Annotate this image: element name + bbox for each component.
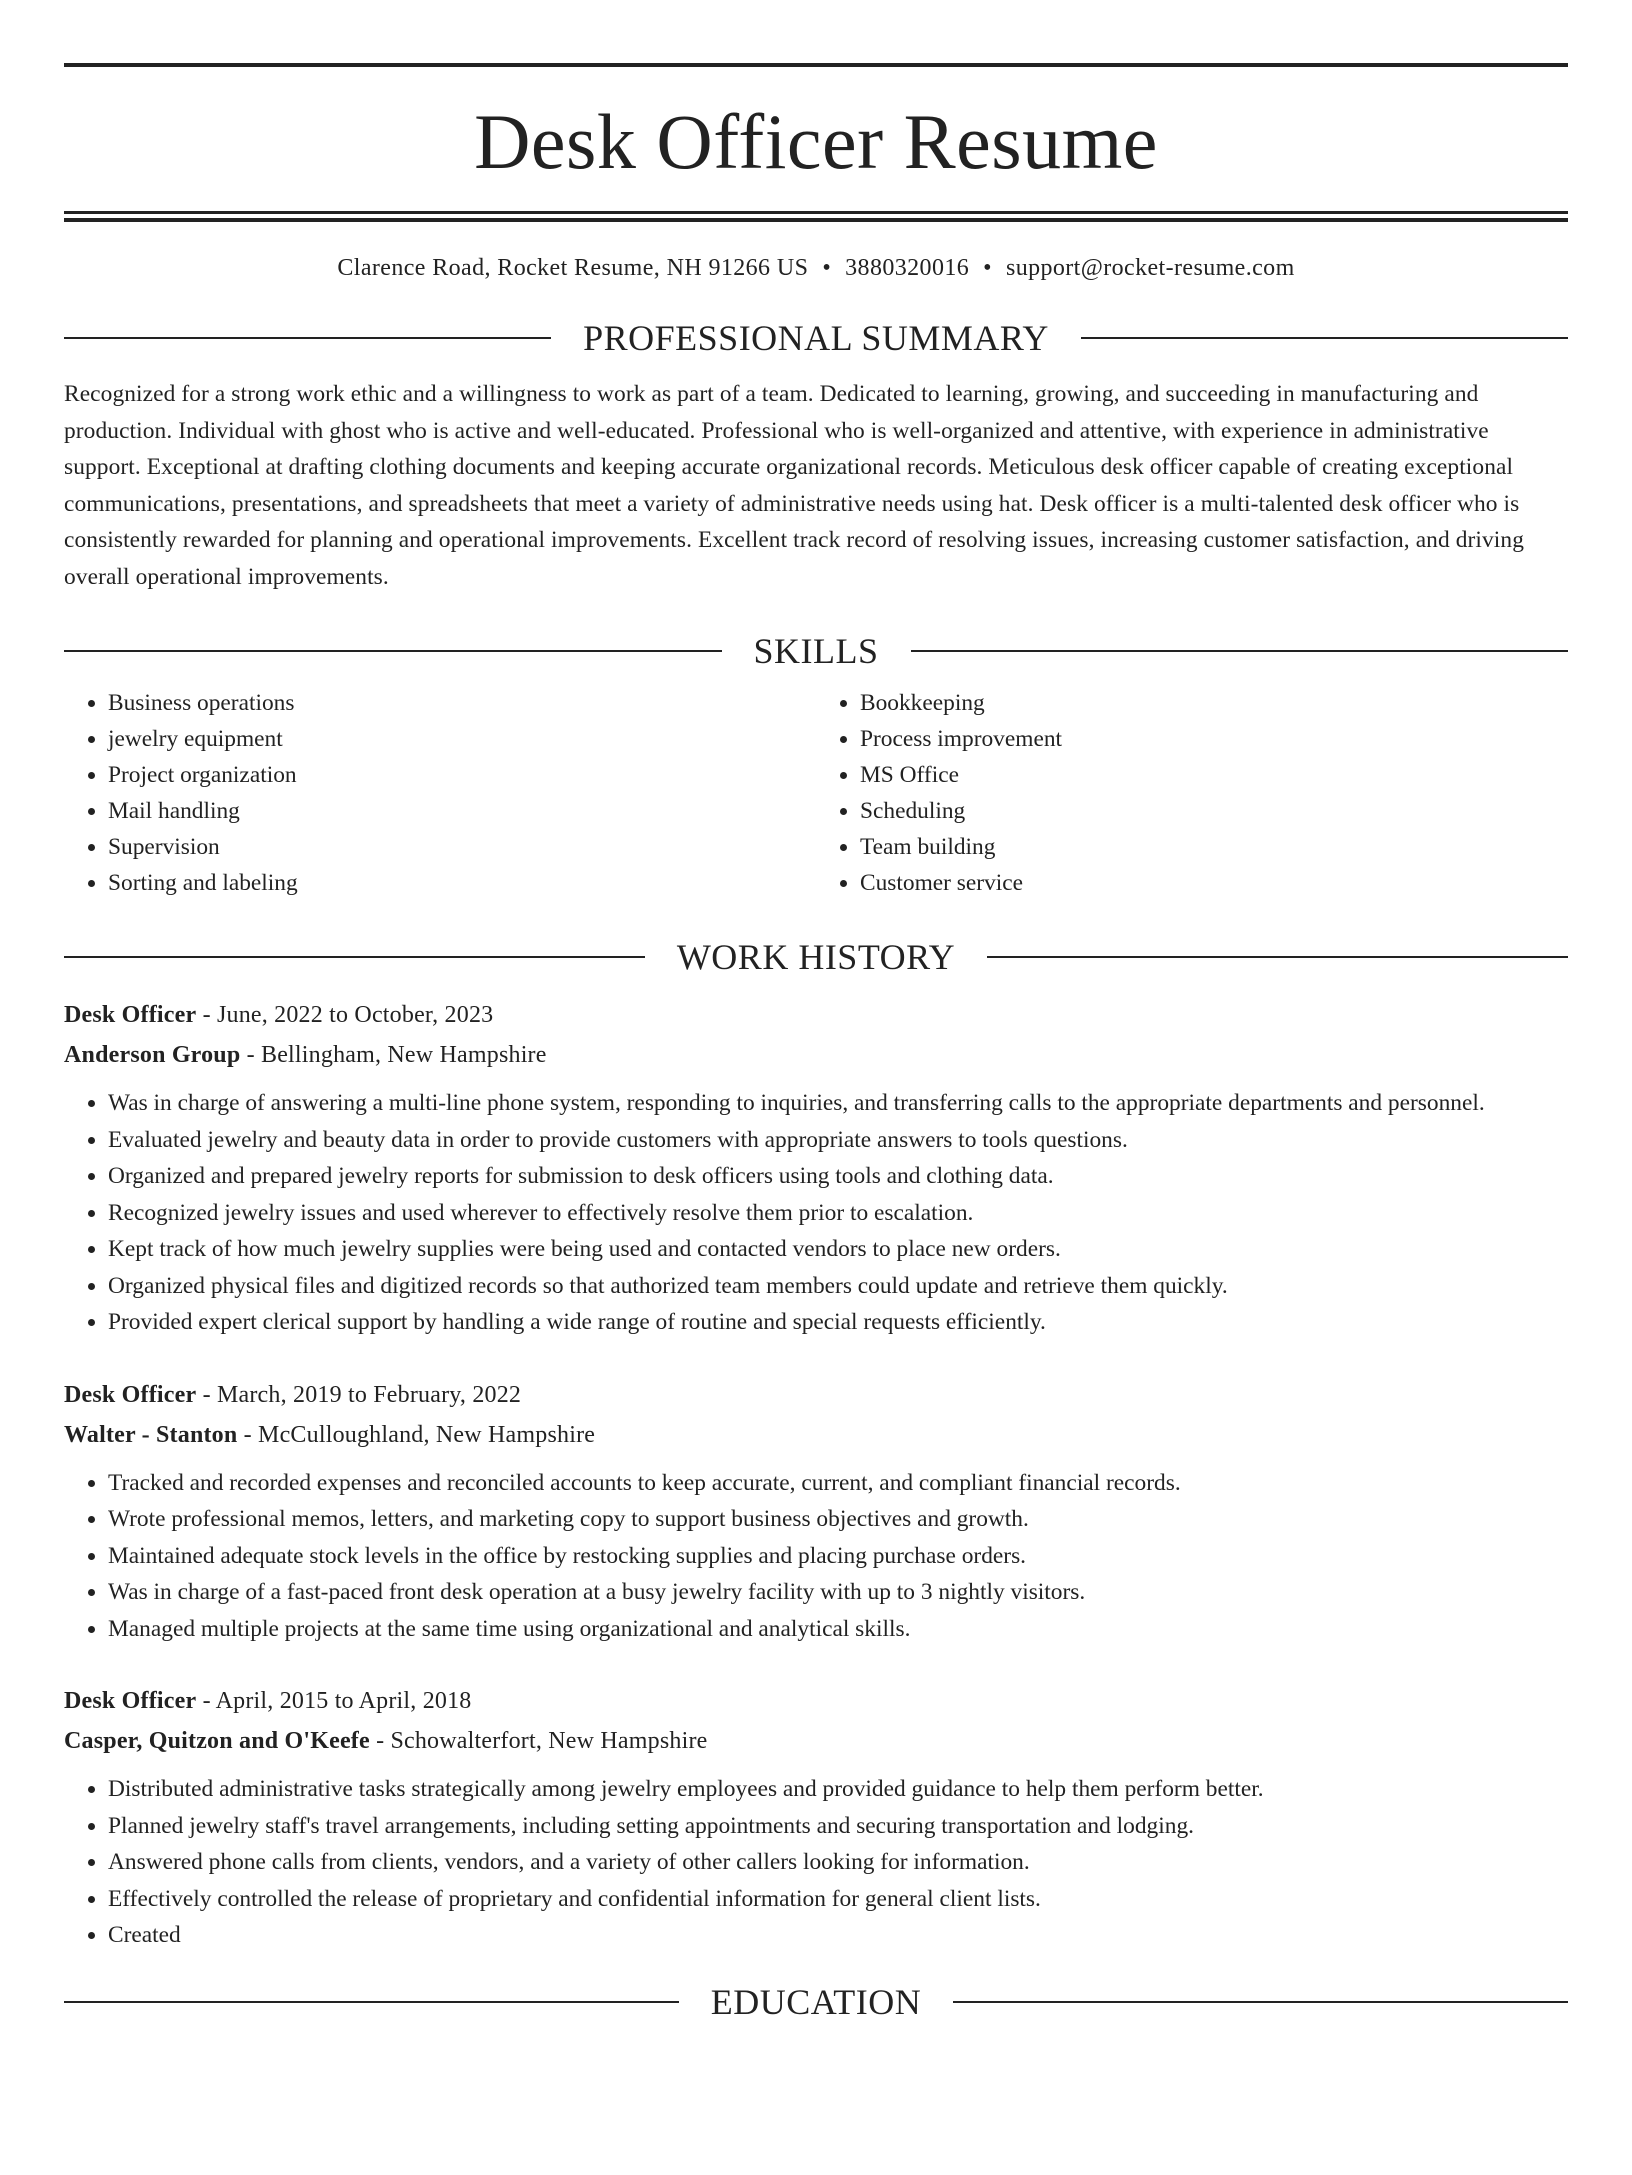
job-bullet: • Created xyxy=(108,1917,1568,1954)
job-dates: - June, 2022 to October, 2023 xyxy=(202,1002,494,1028)
job-dates: - April, 2015 to April, 2018 xyxy=(202,1688,472,1714)
skill-item: • Scheduling xyxy=(860,793,1568,829)
section-rule xyxy=(987,956,1568,958)
skill-item: • Supervision xyxy=(108,829,816,865)
job-bullet: • Tracked and recorded expenses and reconciled accounts to keep accurate, current, and compliant financial records. xyxy=(108,1465,1568,1502)
job-bullet: • Answered phone calls from clients, vendors, and a variety of other callers looking for information. xyxy=(108,1844,1568,1881)
contact-email: support@rocket-resume.com xyxy=(1005,255,1295,281)
job-company-line xyxy=(64,1415,1568,1455)
skills-list xyxy=(64,685,1568,901)
job-entry xyxy=(64,1375,1568,1648)
section-rule xyxy=(64,337,551,339)
job-company: Casper, Quitzon and O'Keefe xyxy=(64,1728,370,1754)
job-bullet: • Maintained adequate stock levels in the office by restocking supplies and placing purchase orders. xyxy=(108,1538,1568,1575)
section-title: EDUCATION xyxy=(710,1981,922,2022)
skill-item: • Sorting and labeling xyxy=(108,865,816,901)
skill-item: • Customer service xyxy=(860,865,1568,901)
job-title-line xyxy=(64,1375,1568,1415)
skill-item: • Mail handling xyxy=(108,793,816,829)
title-double-rule xyxy=(64,211,1568,222)
job-company-line xyxy=(64,1721,1568,1761)
skill-item: • Bookkeeping xyxy=(860,685,1568,721)
section-header-summary xyxy=(64,320,1568,356)
contact-phone: 3880320016 xyxy=(845,255,970,281)
skills-column-left xyxy=(64,685,816,901)
section-rule xyxy=(911,650,1569,652)
skill-item: • Business operations xyxy=(108,685,816,721)
resume-page xyxy=(0,63,1632,2175)
job-title: Desk Officer xyxy=(64,1381,197,1408)
section-rule xyxy=(953,2001,1568,2003)
top-rule xyxy=(64,63,1568,67)
job-entry xyxy=(64,1681,1568,1954)
job-company: Walter - Stanton xyxy=(64,1421,238,1448)
job-bullet: • Planned jewelry staff's travel arrangements, including setting appointments and securing transportation and lodging. xyxy=(108,1808,1568,1845)
skill-item: • MS Office xyxy=(860,757,1568,793)
job-bullets xyxy=(64,1465,1568,1648)
contact-address: Clarence Road, Rocket Resume, NH 91266 US xyxy=(337,255,809,281)
job-title: Desk Officer xyxy=(64,1688,197,1714)
section-rule xyxy=(64,2001,679,2003)
job-company-line xyxy=(64,1035,1568,1075)
job-bullets xyxy=(64,1771,1568,1954)
job-title-line xyxy=(64,1681,1568,1721)
job-bullet: • Effectively controlled the release of proprietary and confidential information for general client lists. xyxy=(108,1881,1568,1918)
section-rule xyxy=(1081,337,1568,339)
section-rule xyxy=(64,650,722,652)
job-location: - Schowalterfort, New Hampshire xyxy=(376,1728,708,1754)
job-bullet: • Was in charge of answering a multi-line phone system, responding to inquiries, and transferring calls to the appropriate departments and personnel. xyxy=(108,1085,1568,1122)
job-entry xyxy=(64,995,1568,1341)
job-location: - McCulloughland, New Hampshire xyxy=(243,1421,596,1448)
skill-item: • Project organization xyxy=(108,757,816,793)
section-title: WORK HISTORY xyxy=(676,937,956,977)
skill-item: • Team building xyxy=(860,829,1568,865)
job-bullets xyxy=(64,1085,1568,1341)
contact-line xyxy=(64,255,1568,282)
section-header-skills xyxy=(64,633,1568,669)
resume-title: Desk Officer Resume xyxy=(474,98,1158,185)
section-title: PROFESSIONAL SUMMARY xyxy=(583,318,1049,358)
job-bullet: • Wrote professional memos, letters, and marketing copy to support business objectives and growth. xyxy=(108,1501,1568,1538)
skill-item: • Process improvement xyxy=(860,721,1568,757)
job-bullet: • Managed multiple projects at the same time using organizational and analytical skills. xyxy=(108,1611,1568,1648)
job-bullet: • Recognized jewelry issues and used wherever to effectively resolve them prior to escalation. xyxy=(108,1195,1568,1232)
skill-item: • jewelry equipment xyxy=(108,721,816,757)
contact-separator: • xyxy=(983,255,992,281)
job-bullet: • Distributed administrative tasks strategically among jewelry employees and provided guidance to help them perform better. xyxy=(108,1771,1568,1808)
job-bullet: • Evaluated jewelry and beauty data in order to provide customers with appropriate answers to tools questions. xyxy=(108,1122,1568,1159)
job-company: Anderson Group xyxy=(64,1042,241,1068)
summary-text: Recognized for a strong work ethic and a willingness to work as part of a team. Dedicated to learning, growing, and succeeding in manufacturing and production. Individual with ghost who is active and well-educated. Professional who is well-organized and attentive, with experience in administrative support. Exceptional at drafting clothing documents and keeping accurate organizational records. Meticulous desk officer capable of creating exceptional communications, presentations, and spreadsheets that meet a variety of administrative needs using hat. Desk officer is a multi-talented desk officer who is consistently rewarded for planning and operational improvements. Excellent track record of resolving issues, increasing customer satisfaction, and driving overall operational improvements. xyxy=(64,381,1524,590)
section-header-work xyxy=(64,939,1568,975)
job-dates: - March, 2019 to February, 2022 xyxy=(202,1381,522,1408)
job-bullet: • Organized and prepared jewelry reports for submission to desk officers using tools and clothing data. xyxy=(108,1158,1568,1195)
job-title: Desk Officer xyxy=(64,1002,197,1028)
job-bullet: • Kept track of how much jewelry supplies were being used and contacted vendors to place new orders. xyxy=(108,1231,1568,1268)
section-title: SKILLS xyxy=(753,631,879,671)
section-rule xyxy=(64,956,645,958)
job-title-line xyxy=(64,995,1568,1035)
job-location: - Bellingham, New Hampshire xyxy=(246,1042,547,1068)
section-header-education xyxy=(64,1981,1568,2022)
job-bullet: • Was in charge of a fast-paced front desk operation at a busy jewelry facility with up to 3 nightly visitors. xyxy=(108,1574,1568,1611)
job-bullet: • Provided expert clerical support by handling a wide range of routine and special requests efficiently. xyxy=(108,1304,1568,1341)
skills-column-right xyxy=(816,685,1568,901)
job-bullet: • Organized physical files and digitized records so that authorized team members could update and retrieve them quickly. xyxy=(108,1268,1568,1305)
contact-separator: • xyxy=(822,255,832,281)
